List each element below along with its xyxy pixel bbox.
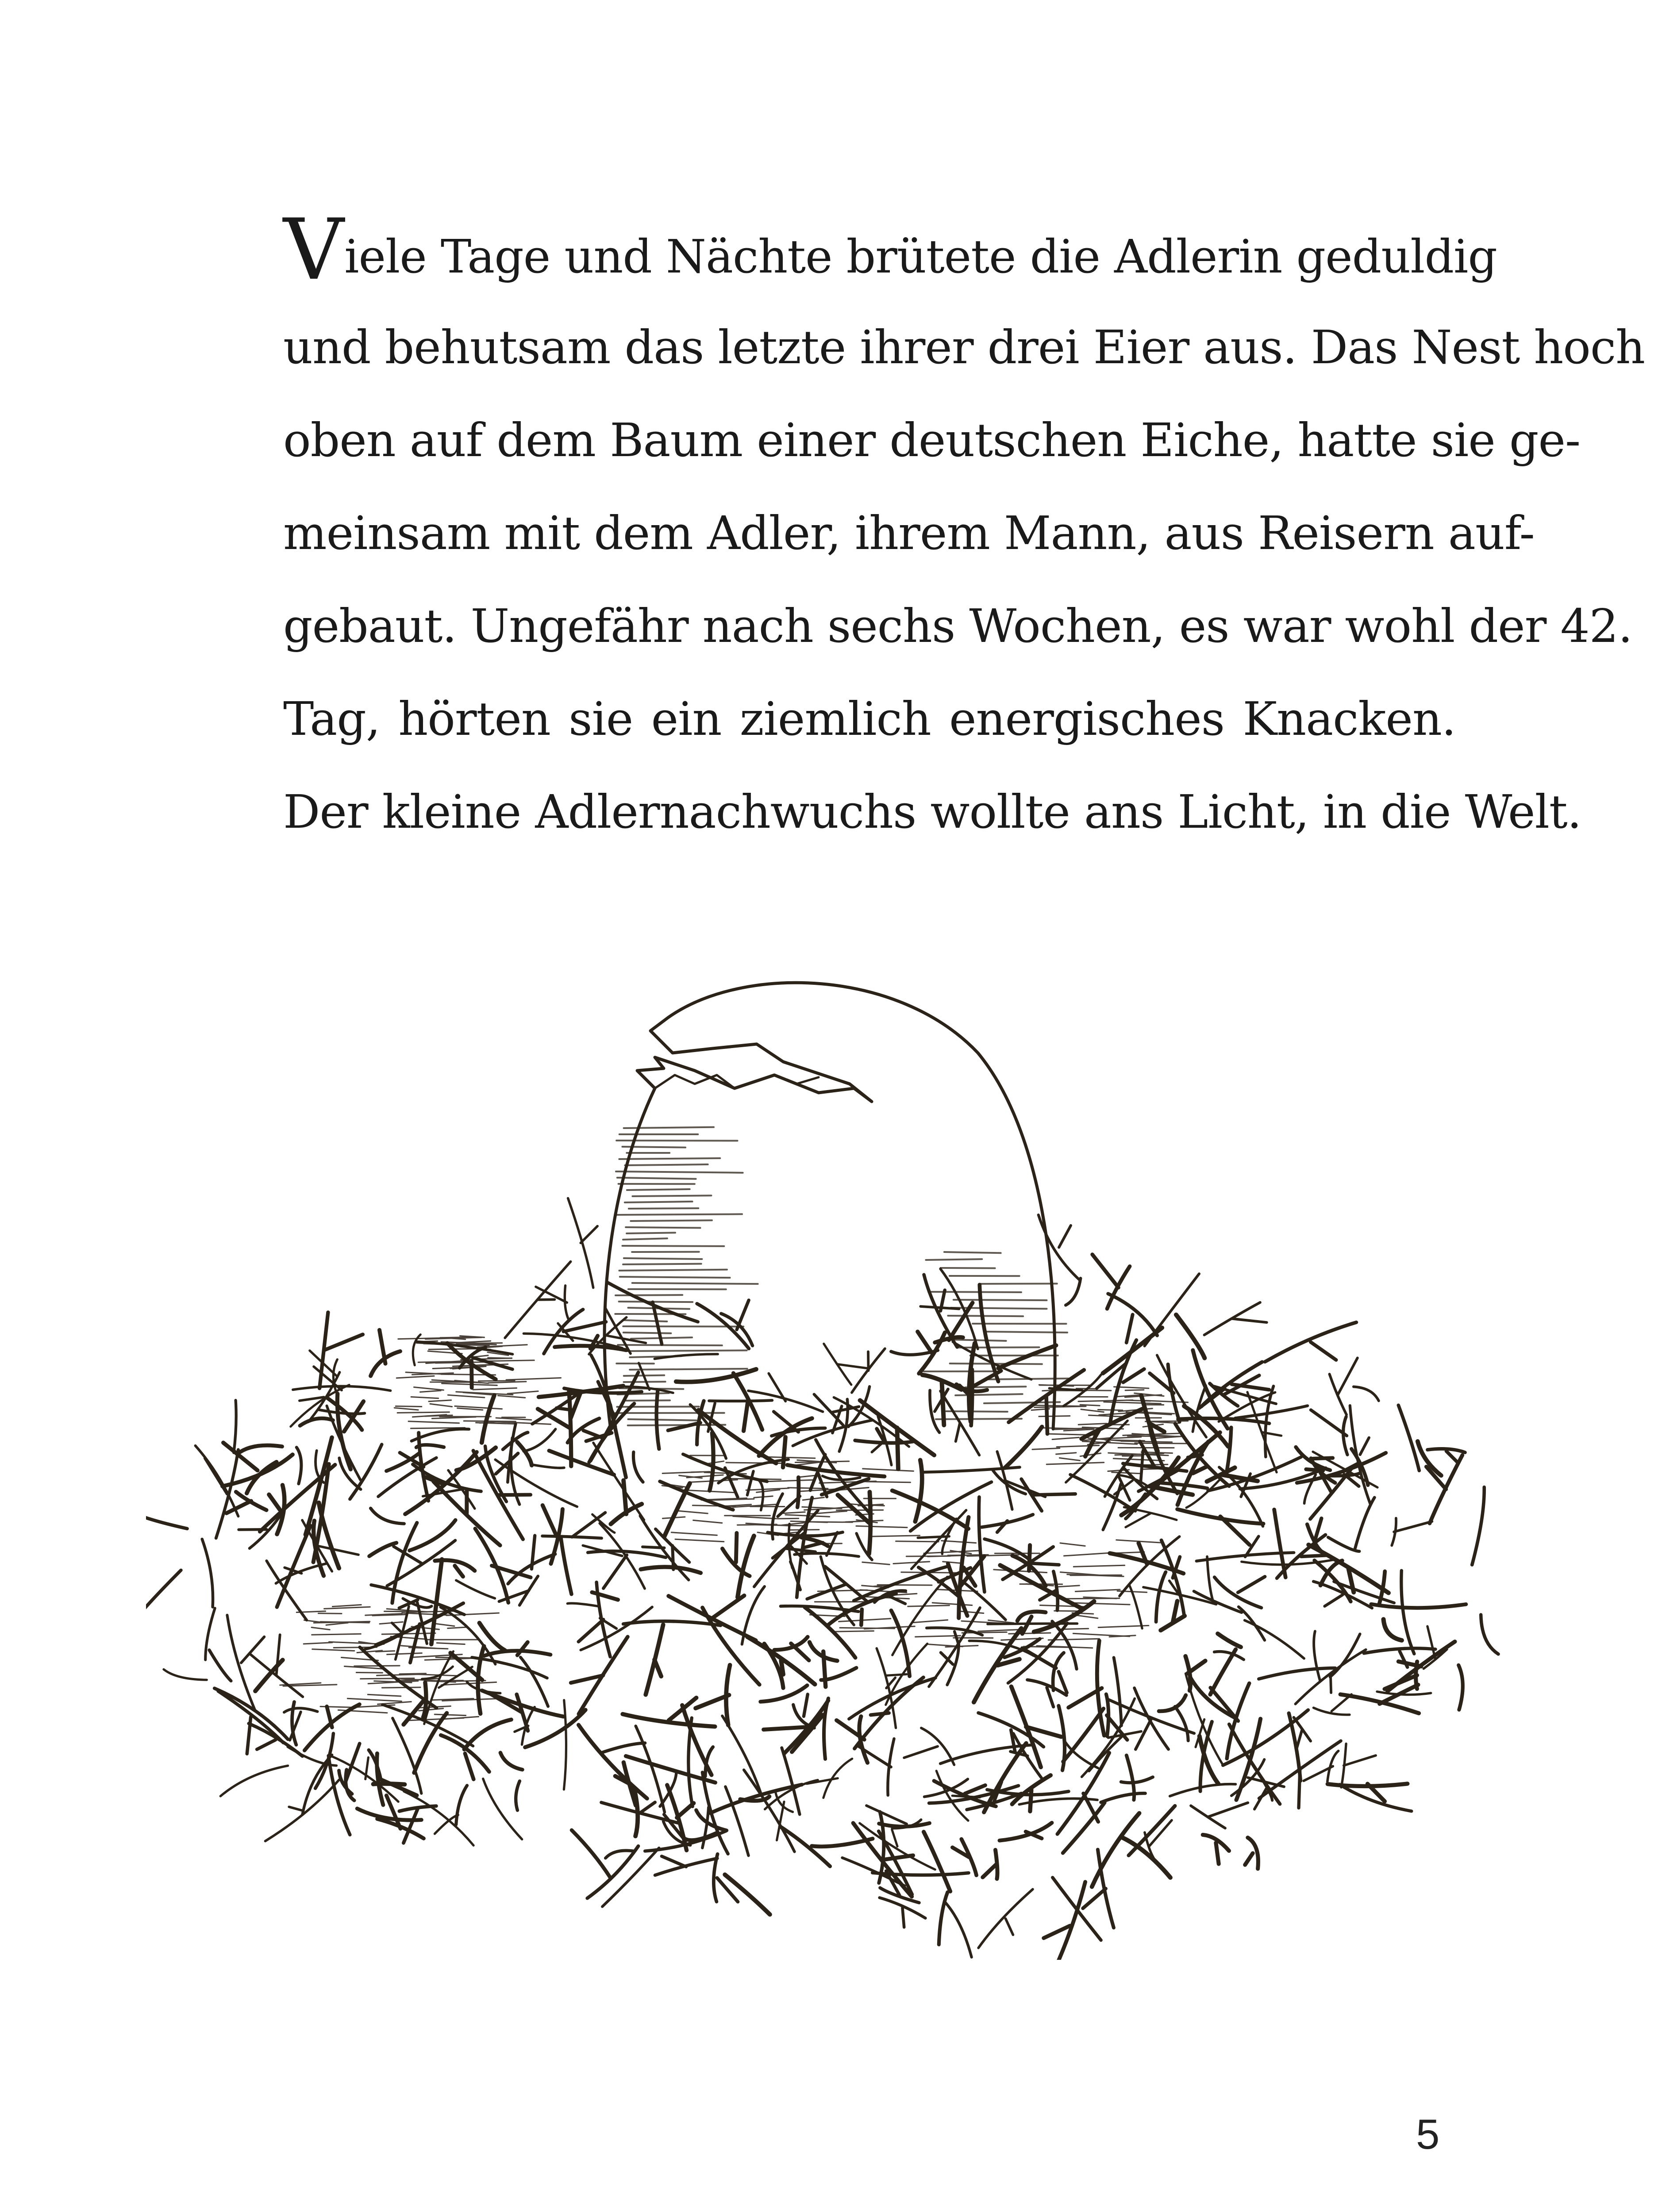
nest-twig	[536, 1286, 569, 1320]
nest-twig	[561, 1537, 572, 1594]
nest-twig	[807, 1567, 868, 1602]
nest-twig	[1398, 1405, 1419, 1471]
nest-twig	[702, 1807, 708, 1848]
nest-twig	[983, 1850, 997, 1879]
nest-twig	[655, 1856, 717, 1875]
nest-twig	[1254, 1777, 1272, 1809]
nest-twig	[1354, 1387, 1379, 1401]
nest-twig	[520, 1657, 548, 1706]
nest-twig	[1177, 1509, 1264, 1545]
nest-twig	[277, 1526, 311, 1607]
nest-twig	[276, 1563, 327, 1583]
nest-twig	[623, 1621, 721, 1626]
nest-twig	[945, 1902, 972, 1957]
nest-twig	[807, 1759, 852, 1797]
story-line-5: gebaut. Ungefähr nach sechs Wochen, es war wohl der 42.	[283, 599, 1632, 653]
nest-twig	[781, 1606, 858, 1611]
nest-twig	[579, 1725, 647, 1798]
nest-twig	[676, 1369, 756, 1382]
nest-twig	[1021, 1479, 1075, 1511]
nest-twig	[1005, 1427, 1042, 1468]
nest-twig	[1235, 1406, 1308, 1418]
nest-twig	[849, 1678, 936, 1719]
nest-twig	[636, 1726, 665, 1813]
nest-twig	[924, 1832, 950, 1892]
story-line-3: oben auf dem Baum einer deutschen Eiche, hatte sie ge-	[283, 413, 1581, 467]
nest-twig	[265, 1780, 339, 1841]
nest-twig	[146, 1517, 187, 1529]
nest-twig	[164, 1669, 207, 1680]
nest-twig	[952, 1839, 976, 1875]
nest-twig	[1156, 1572, 1166, 1622]
nest-twig	[1135, 1688, 1169, 1750]
nest-twig	[722, 1716, 761, 1795]
nest-twig	[1063, 1803, 1104, 1853]
story-line-4: meinsam mit dem Adler, ihrem Mann, aus Reisern auf-	[283, 506, 1535, 560]
nest-twig	[1101, 1793, 1145, 1802]
nest-twig	[500, 1753, 523, 1770]
story-line-2: und behutsam das letzte ihrer drei Eier aus. Das Nest hoch	[283, 320, 1645, 374]
nest-twig	[371, 1508, 404, 1524]
nest-twig	[369, 1543, 396, 1556]
nest-twig	[146, 1570, 181, 1621]
nest-twig	[936, 1771, 980, 1820]
nest-twig	[792, 1715, 823, 1752]
nest-twig	[654, 1354, 718, 1359]
nest-twig	[1472, 1487, 1485, 1565]
nest-twig	[641, 1567, 700, 1573]
nest-twig	[1245, 1621, 1304, 1659]
nest-twig	[284, 1708, 317, 1740]
nest-twig	[918, 1519, 956, 1554]
nest-twig	[696, 1665, 730, 1725]
nest-twig	[611, 1480, 642, 1524]
nest-twig	[601, 1743, 645, 1753]
nest-twig	[472, 1657, 547, 1678]
nest-twig	[1204, 1302, 1267, 1335]
nest-twig	[959, 1370, 972, 1426]
nest-twig	[1340, 1685, 1419, 1713]
nest-twig	[709, 1400, 772, 1401]
nest-twig	[434, 1482, 500, 1546]
nest-twig	[1313, 1694, 1351, 1715]
nest-twig	[623, 1698, 715, 1727]
nest-twig	[748, 1374, 823, 1412]
nest-twig	[854, 1567, 948, 1601]
nest-twig	[1350, 1406, 1370, 1504]
nest-twig	[422, 1667, 453, 1679]
drop-cap: V	[283, 201, 344, 299]
nest-twig	[328, 1756, 350, 1835]
nest-twig	[640, 1516, 689, 1580]
nest-twig	[1265, 1322, 1357, 1362]
nest-twig	[319, 1503, 339, 1568]
nest-twig	[710, 1433, 713, 1490]
nest-twig	[209, 1650, 231, 1681]
nest-twig	[456, 1786, 467, 1824]
nest-twig	[1245, 1838, 1258, 1869]
nest-twig	[456, 1580, 495, 1598]
nest-twig	[234, 1400, 236, 1453]
story-line-1	[283, 201, 1497, 301]
nest-twig	[237, 1445, 282, 1454]
egg-nest-illustration	[146, 942, 1518, 1960]
nest-twig	[1218, 1634, 1241, 1647]
nest-twig	[296, 1448, 301, 1484]
nest-twig	[572, 1830, 610, 1878]
nest-twig	[1210, 1649, 1236, 1694]
nest-twig	[725, 1787, 748, 1856]
nest-twig	[1066, 1279, 1081, 1306]
nest-twig	[300, 1418, 333, 1426]
nest-twig	[702, 1772, 728, 1854]
story-line-6: Tag, hörten sie ein ziemlich energisches Knacken.	[283, 692, 1456, 746]
nest-twig	[797, 1477, 799, 1507]
nest-twig	[838, 1492, 870, 1554]
nest-twig	[915, 1460, 922, 1521]
nest-twig	[482, 1395, 494, 1443]
nest-twig	[1203, 1835, 1229, 1864]
nest-twig	[267, 1561, 307, 1620]
nest-twig	[834, 1398, 909, 1447]
nest-twig	[1481, 1615, 1498, 1654]
nest-twig	[1175, 1707, 1188, 1741]
nest-twig	[414, 1713, 447, 1773]
nest-twig	[1311, 1410, 1347, 1455]
nest-twig	[892, 1490, 968, 1528]
nest-twig	[399, 1806, 436, 1843]
nest-twig	[1103, 1484, 1121, 1530]
egg-icon	[604, 983, 1055, 1429]
nest-twig	[1170, 1784, 1236, 1796]
nest-twig	[904, 1728, 954, 1765]
nest-twig	[567, 1603, 598, 1606]
nest-twig	[1121, 1837, 1170, 1878]
story-paragraph	[283, 201, 1645, 858]
nest-twig	[1355, 1498, 1375, 1548]
nest-twig	[1053, 1653, 1067, 1693]
nest-twig	[1129, 1806, 1175, 1855]
nest-twig	[571, 1637, 627, 1714]
nest-twig	[1176, 1315, 1205, 1358]
nest-twig	[516, 1781, 520, 1810]
nest-twig	[592, 1592, 618, 1600]
nest-twig	[1215, 1577, 1265, 1608]
nest-twig	[1226, 1428, 1231, 1475]
nest-twig	[1341, 1743, 1376, 1787]
nest-twig	[1159, 1695, 1186, 1711]
nest-twig	[860, 1400, 935, 1469]
nest-twig	[957, 1371, 1001, 1391]
nest-twig	[588, 1551, 666, 1588]
nest-twig	[371, 1330, 400, 1376]
nest-twig	[1231, 1759, 1284, 1796]
nest-twig	[1340, 1785, 1412, 1811]
nest-twig	[533, 1465, 564, 1468]
page-number: 5	[1416, 2111, 1440, 2158]
nest-twig	[1083, 1850, 1114, 1928]
nest-twig	[633, 1452, 643, 1482]
nest-twig	[948, 1556, 984, 1616]
nest-twig	[1314, 1631, 1320, 1681]
nest-twig	[1114, 1658, 1121, 1726]
nest-twig	[1000, 1823, 1052, 1840]
nest-twig	[1371, 1604, 1466, 1608]
story-line-7: Der kleine Adlernachwuchs wollte ans Licht, in die Welt.	[283, 785, 1581, 839]
nest-twig	[1207, 1557, 1212, 1600]
nest-twig	[1392, 1518, 1432, 1546]
nest-twig	[1184, 1406, 1228, 1446]
story-line-1-text: iele Tage und Nächte brütete die Adlerin geduldig	[344, 230, 1497, 284]
nest-twig	[1063, 1709, 1104, 1762]
nest-twig	[1027, 1680, 1066, 1707]
nest-twig	[669, 1596, 756, 1640]
nest-twig	[978, 1889, 1033, 1948]
nest-twig	[1191, 1803, 1248, 1828]
nest-twig	[912, 1510, 966, 1569]
nest-twig	[1458, 1665, 1463, 1710]
nest-twig	[220, 1766, 288, 1796]
nest-twig	[646, 1625, 663, 1695]
nest-twig	[1121, 1777, 1153, 1783]
nest-twig	[979, 1497, 985, 1592]
nest-twig	[939, 1892, 948, 1944]
nest-twig	[982, 1515, 1033, 1532]
nest-twig	[1274, 1509, 1286, 1577]
nest-twig	[568, 1198, 598, 1288]
nest-twig	[738, 1536, 754, 1598]
nest-twig	[744, 1770, 794, 1852]
nest-twig	[1384, 1619, 1402, 1640]
nest-twig	[549, 1451, 614, 1475]
nest-twig	[985, 1539, 1031, 1560]
nest-twig	[202, 1539, 213, 1607]
nest-twig	[690, 1403, 726, 1459]
nest-twig	[893, 1577, 947, 1655]
nest-twig	[564, 1700, 566, 1790]
